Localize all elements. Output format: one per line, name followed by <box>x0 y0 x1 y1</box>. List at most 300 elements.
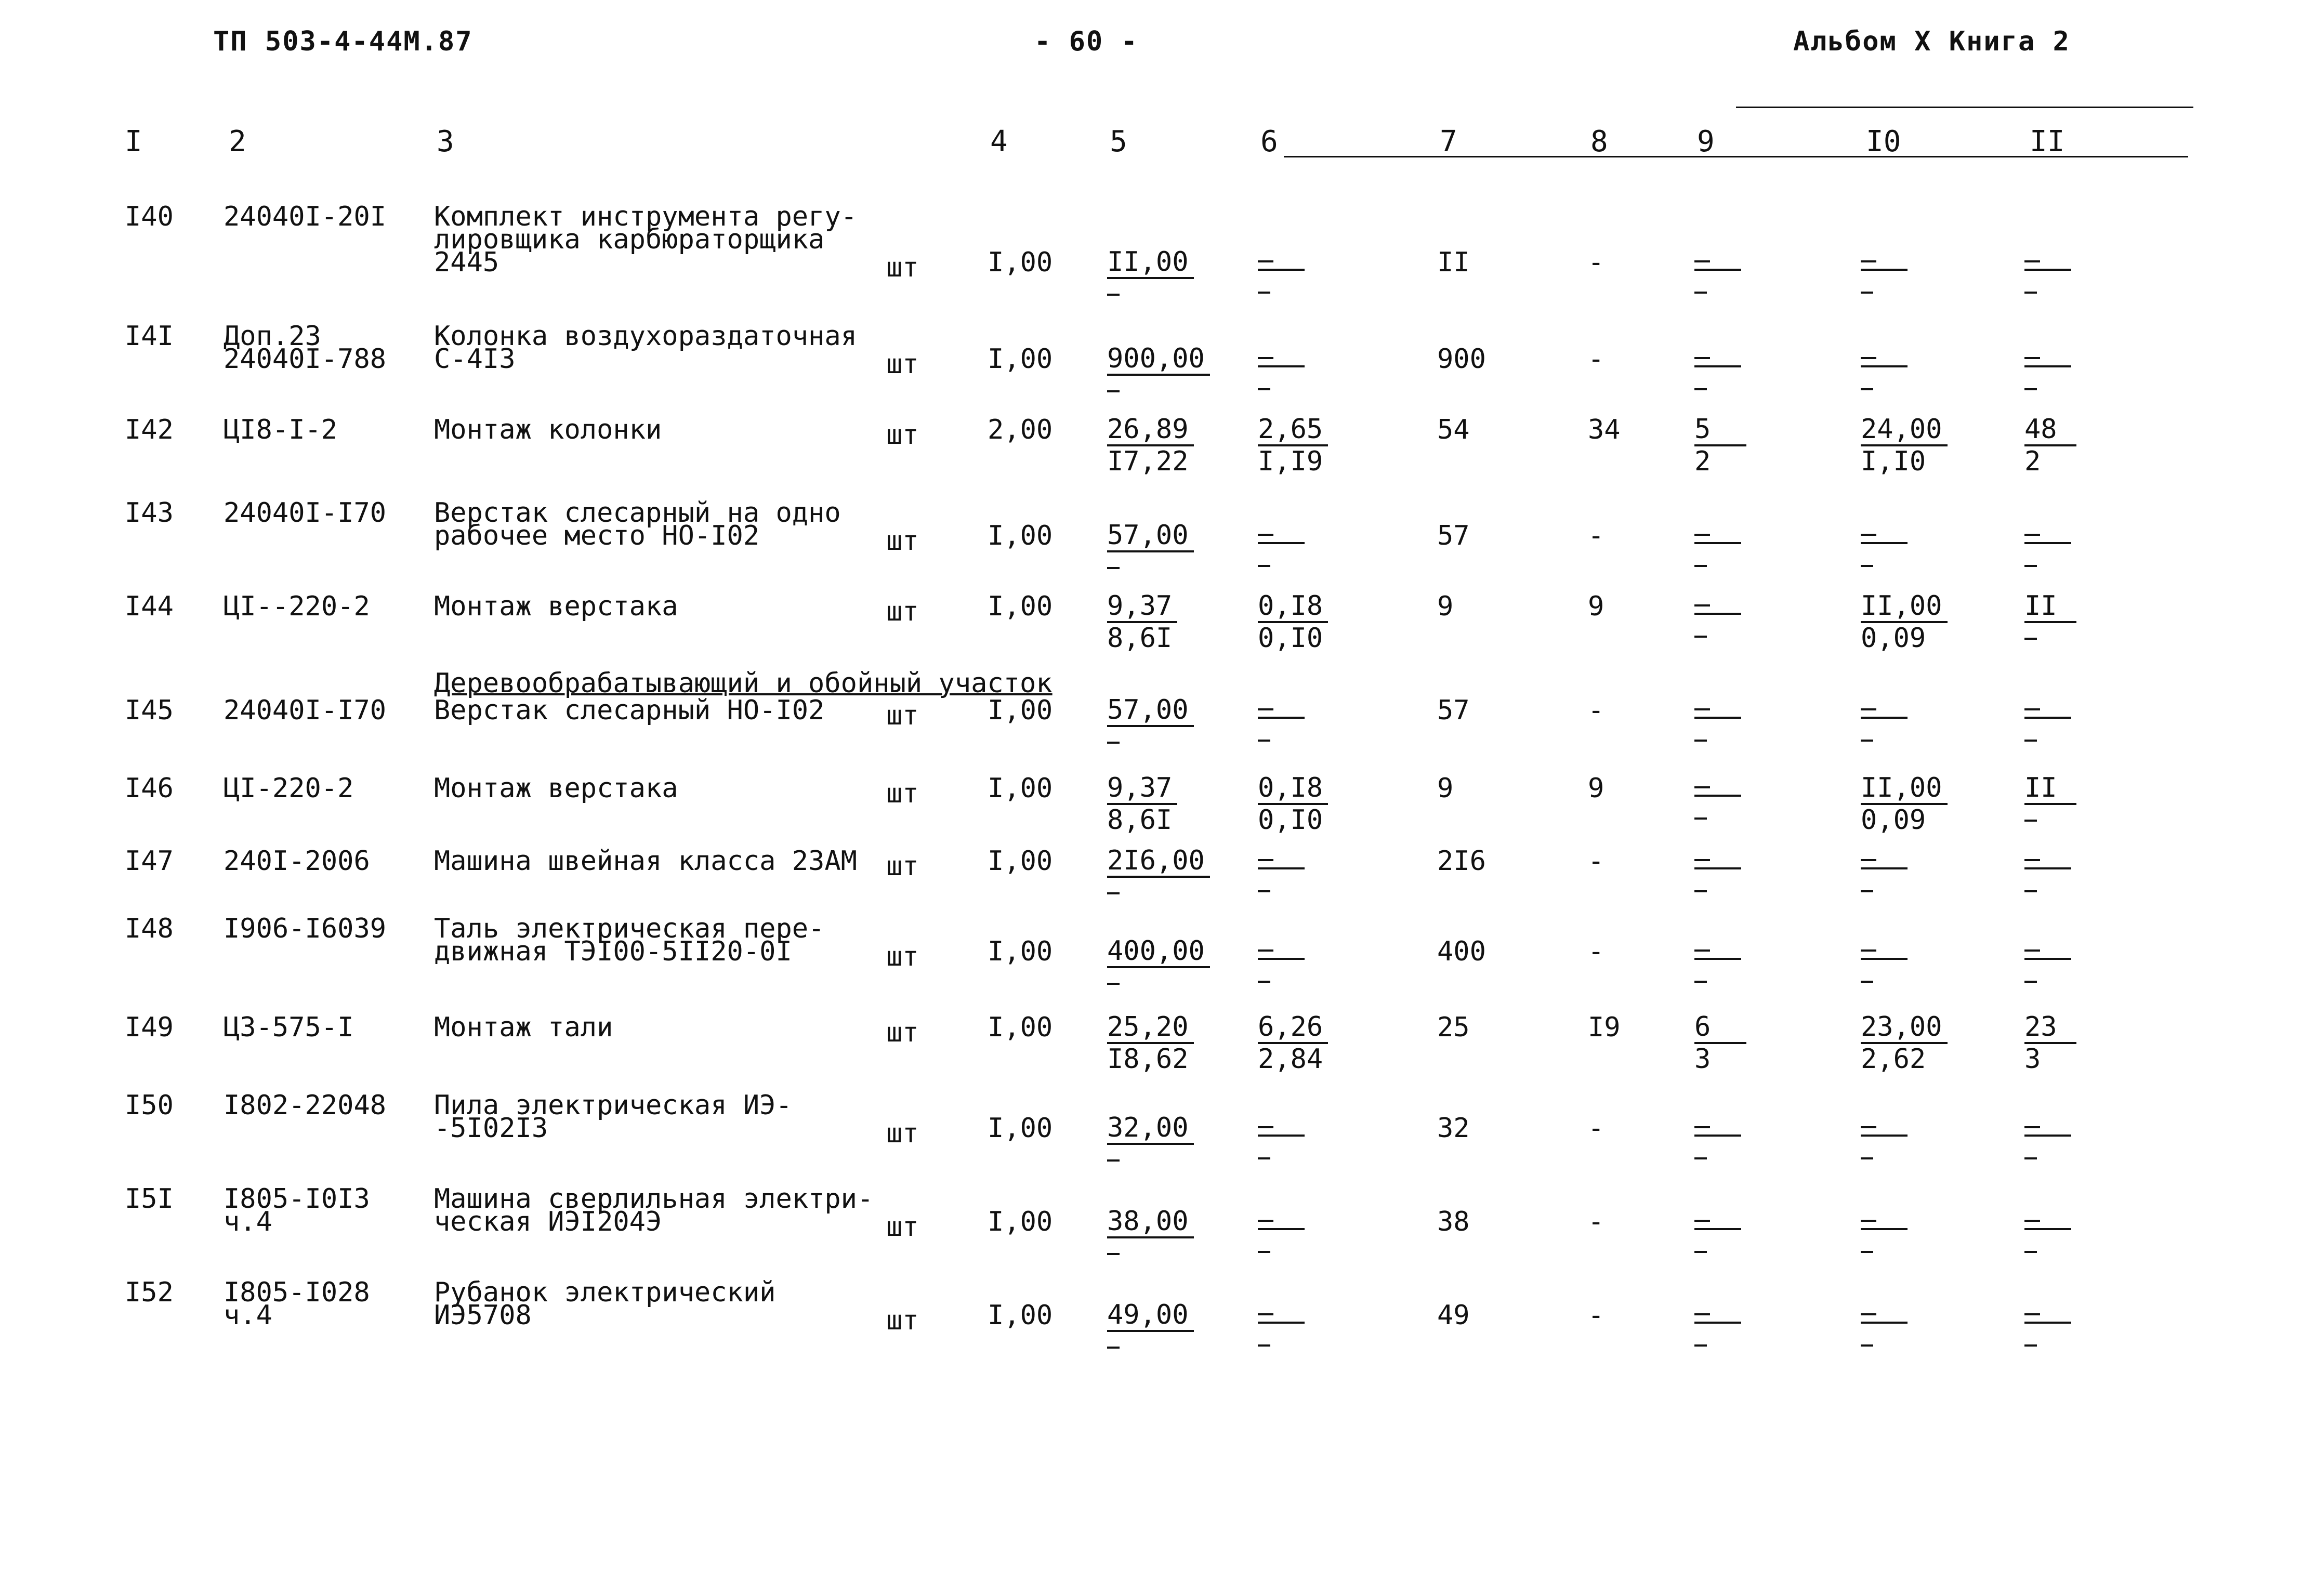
col9-value <box>1694 591 1741 638</box>
col11-value <box>2024 1113 2071 1159</box>
row-name: Рубанок электрический <box>434 1277 776 1308</box>
col10-value <box>1861 414 1948 477</box>
cost-total-numerator: 57,00 <box>1107 520 1194 552</box>
col9-value-numerator <box>1694 592 1741 615</box>
col9-value <box>1694 936 1741 983</box>
col10-value <box>1861 846 1908 892</box>
total-value: 54 <box>1437 414 1470 445</box>
install-value: 9 <box>1588 773 1604 804</box>
cost-install <box>1258 846 1305 892</box>
col9-value <box>1694 773 1741 820</box>
row-quantity: I,00 <box>988 936 1053 967</box>
col10-value-numerator <box>1861 1301 1908 1324</box>
cost-install-denominator <box>1258 292 1270 294</box>
cost-install-numerator: 0,I8 <box>1258 591 1328 623</box>
col10-value-numerator <box>1861 696 1908 719</box>
col11-value <box>2024 591 2076 640</box>
cost-total-denominator <box>1107 390 1120 392</box>
row-quantity: I,00 <box>988 1113 1053 1144</box>
col9-value-denominator <box>1694 388 1707 390</box>
row-quantity: I,00 <box>988 846 1053 877</box>
row-name: Машина швейная класса 23АМ <box>434 846 857 877</box>
row-code: ч.4 <box>223 1206 272 1237</box>
col11-value-denominator <box>2024 388 2037 390</box>
col10-value-denominator: 0,09 <box>1861 804 1926 836</box>
cost-total-numerator: 49,00 <box>1107 1300 1194 1332</box>
column-number: 2 <box>229 125 246 159</box>
col11-value-denominator <box>2024 981 2037 983</box>
column-number: I0 <box>1866 125 1901 159</box>
cost-install <box>1258 1300 1305 1347</box>
col9-value <box>1694 414 1746 477</box>
cost-install-denominator <box>1258 1251 1270 1253</box>
col9-value-denominator <box>1694 817 1707 820</box>
col9-value-denominator <box>1694 1344 1707 1347</box>
col10-value-denominator <box>1861 890 1873 892</box>
row-number: I45 <box>125 695 174 726</box>
cost-install-denominator <box>1258 388 1270 390</box>
col11-value <box>2024 773 2076 822</box>
col9-value-numerator <box>1694 248 1741 271</box>
col11-value-denominator <box>2024 1157 2037 1159</box>
col9-value-numerator <box>1694 937 1741 960</box>
col9-value-numerator <box>1694 1301 1741 1324</box>
cost-install <box>1258 773 1328 835</box>
col11-value-denominator <box>2024 1251 2037 1253</box>
col9-value <box>1694 846 1741 892</box>
col10-value-denominator <box>1861 388 1873 390</box>
cost-total-denominator: 8,6I <box>1107 623 1173 654</box>
col9-value-denominator <box>1694 1251 1707 1253</box>
row-quantity: I,00 <box>988 344 1053 375</box>
col10-value-numerator: II,00 <box>1861 591 1948 623</box>
section-title: Деревообрабатывающий и обойный участок <box>434 668 1053 699</box>
row-name: С-4I3 <box>434 344 516 375</box>
cost-total-numerator: II,00 <box>1107 247 1194 279</box>
col10-value <box>1861 344 1908 390</box>
row-number: I52 <box>125 1277 174 1308</box>
row-number: I47 <box>125 846 174 877</box>
cost-total-denominator <box>1107 294 1120 296</box>
row-code: Ц3-575-I <box>223 1012 354 1043</box>
col11-value-numerator: II <box>2024 591 2076 623</box>
col10-value <box>1861 1206 1908 1253</box>
row-name: Верстак слесарный на одно <box>434 497 841 529</box>
total-value: 900 <box>1437 344 1486 375</box>
row-unit: шт <box>886 941 919 972</box>
col11-value-denominator: 2 <box>2024 446 2041 477</box>
col9-value <box>1694 1012 1746 1074</box>
cost-install-numerator <box>1258 696 1305 719</box>
cost-install-numerator: 6,26 <box>1258 1012 1328 1044</box>
col11-value-denominator <box>2024 638 2037 640</box>
col10-value-denominator <box>1861 1157 1873 1159</box>
cost-total-denominator <box>1107 1159 1120 1162</box>
total-value: 25 <box>1437 1012 1470 1043</box>
col11-value-denominator <box>2024 820 2037 822</box>
col9-value-numerator <box>1694 696 1741 719</box>
row-name: движная ТЭI00-5II20-0I <box>434 936 792 967</box>
row-code: ЦI-220-2 <box>223 773 354 804</box>
col10-value-numerator: II,00 <box>1861 773 1948 805</box>
col9-value-numerator: 6 <box>1694 1012 1746 1044</box>
row-unit: шт <box>886 1017 919 1048</box>
cost-total <box>1107 591 1177 653</box>
cost-install <box>1258 591 1328 653</box>
cost-total-denominator: I8,62 <box>1107 1044 1189 1075</box>
row-name: 2445 <box>434 247 499 278</box>
cost-total <box>1107 695 1194 744</box>
row-code: ч.4 <box>223 1300 272 1331</box>
row-name: Таль электрическая пере- <box>434 913 825 944</box>
row-quantity: I,00 <box>988 591 1053 622</box>
col10-value-numerator <box>1861 521 1908 544</box>
col9-value <box>1694 1206 1741 1253</box>
column-number: 5 <box>1110 125 1127 159</box>
row-name: ческая ИЭI204Э <box>434 1206 662 1237</box>
row-name: рабочее место НО-I02 <box>434 520 760 551</box>
col9-value-numerator <box>1694 1114 1741 1137</box>
page-number: - 60 - <box>1034 26 1138 57</box>
col11-value <box>2024 414 2076 477</box>
cost-total-denominator <box>1107 892 1120 894</box>
row-number: I49 <box>125 1012 174 1043</box>
cost-total-denominator <box>1107 983 1120 985</box>
row-quantity: 2,00 <box>988 414 1053 445</box>
row-code: 24040I-I70 <box>223 695 387 726</box>
col9-value <box>1694 344 1741 390</box>
row-code: 240I-2006 <box>223 846 370 877</box>
cost-install-denominator <box>1258 1157 1270 1159</box>
total-value: 38 <box>1437 1206 1470 1237</box>
row-quantity: I,00 <box>988 695 1053 726</box>
cost-install-numerator: 2,65 <box>1258 414 1328 446</box>
cost-total <box>1107 1012 1194 1074</box>
col10-value-denominator: I,I0 <box>1861 446 1926 477</box>
col9-value-numerator <box>1694 345 1741 367</box>
row-code: 24040I-788 <box>223 344 387 375</box>
row-code: I906-I6039 <box>223 913 387 944</box>
cost-install-denominator: 2,84 <box>1258 1044 1323 1075</box>
install-value: I9 <box>1588 1012 1621 1043</box>
cost-install-numerator <box>1258 847 1305 869</box>
col11-value-numerator <box>2024 847 2071 869</box>
col11-value-numerator <box>2024 345 2071 367</box>
col11-value-numerator <box>2024 248 2071 271</box>
total-value: 400 <box>1437 936 1486 967</box>
row-name: ИЭ5708 <box>434 1300 532 1331</box>
cost-install <box>1258 247 1305 294</box>
row-unit: шт <box>886 778 919 809</box>
row-number: I40 <box>125 201 174 232</box>
cost-install-denominator <box>1258 740 1270 742</box>
cost-install-numerator <box>1258 1114 1305 1137</box>
row-number: I42 <box>125 414 174 445</box>
row-name: Монтаж верстака <box>434 773 678 804</box>
row-number: I50 <box>125 1090 174 1121</box>
col10-value <box>1861 591 1948 653</box>
cost-total-numerator: 25,20 <box>1107 1012 1194 1044</box>
cost-total <box>1107 247 1194 296</box>
col10-value-numerator <box>1861 847 1908 869</box>
col10-value-numerator <box>1861 248 1908 271</box>
cost-install-numerator <box>1258 937 1305 960</box>
col11-value <box>2024 1206 2071 1253</box>
cost-install-numerator <box>1258 1207 1305 1230</box>
row-unit: шт <box>886 1305 919 1336</box>
install-value: - <box>1588 1206 1604 1237</box>
total-value: 57 <box>1437 520 1470 551</box>
row-name: Пила электрическая ИЭ- <box>434 1090 792 1121</box>
col11-value <box>2024 695 2071 742</box>
install-value: - <box>1588 247 1604 278</box>
row-name: Колонка воздухораздаточная <box>434 321 857 352</box>
install-value: - <box>1588 344 1604 375</box>
row-unit: шт <box>886 1211 919 1243</box>
col10-value-denominator <box>1861 1344 1873 1347</box>
row-unit: шт <box>886 596 919 627</box>
cost-total-denominator <box>1107 1253 1120 1255</box>
column-number: 8 <box>1590 125 1608 159</box>
cost-install-denominator <box>1258 565 1270 567</box>
col11-value-denominator <box>2024 292 2037 294</box>
cost-total-denominator: I7,22 <box>1107 446 1189 477</box>
cost-install-numerator <box>1258 521 1305 544</box>
col11-value-numerator <box>2024 521 2071 544</box>
col10-value-numerator: 23,00 <box>1861 1012 1948 1044</box>
col10-value-denominator <box>1861 981 1873 983</box>
col11-value-numerator <box>2024 1207 2071 1230</box>
col9-value <box>1694 1113 1741 1159</box>
col10-value <box>1861 247 1908 294</box>
col11-value-numerator: 48 <box>2024 414 2076 446</box>
col10-value-denominator: 2,62 <box>1861 1044 1926 1075</box>
col11-value-numerator: II <box>2024 773 2076 805</box>
row-number: I44 <box>125 591 174 622</box>
row-quantity: I,00 <box>988 1012 1053 1043</box>
cost-total-numerator: 26,89 <box>1107 414 1194 446</box>
row-unit: шт <box>886 252 919 283</box>
cost-install <box>1258 1206 1305 1253</box>
col9-value-numerator <box>1694 847 1741 869</box>
cost-install <box>1258 936 1305 983</box>
cost-total <box>1107 936 1210 985</box>
col11-value <box>2024 846 2071 892</box>
col10-value-denominator <box>1861 1251 1873 1253</box>
col10-value <box>1861 1300 1908 1347</box>
col11-value <box>2024 247 2071 294</box>
total-value: 9 <box>1437 591 1454 622</box>
col9-value-denominator <box>1694 636 1707 638</box>
install-value: - <box>1588 1300 1604 1331</box>
cost-total-numerator: 57,00 <box>1107 695 1194 727</box>
row-number: I4I <box>125 321 174 352</box>
col11-value-numerator: 23 <box>2024 1012 2076 1044</box>
column-number: 9 <box>1697 125 1715 159</box>
row-quantity: I,00 <box>988 520 1053 551</box>
cost-install <box>1258 1012 1328 1074</box>
col11-value <box>2024 344 2071 390</box>
col9-value-denominator <box>1694 565 1707 567</box>
col10-value <box>1861 1012 1948 1074</box>
cost-install <box>1258 695 1305 742</box>
row-name: Машина сверлильная электри- <box>434 1183 874 1215</box>
col11-value <box>2024 520 2071 567</box>
install-value: 34 <box>1588 414 1621 445</box>
cost-total <box>1107 1300 1194 1349</box>
install-value: - <box>1588 846 1604 877</box>
cost-total <box>1107 414 1194 477</box>
col9-value-numerator <box>1694 774 1741 797</box>
row-quantity: I,00 <box>988 1206 1053 1237</box>
col11-value <box>2024 1012 2076 1074</box>
col9-value <box>1694 247 1741 294</box>
col9-value-denominator: 3 <box>1694 1044 1711 1075</box>
col9-value-denominator <box>1694 890 1707 892</box>
cost-install-denominator: I,I9 <box>1258 446 1323 477</box>
cost-total <box>1107 520 1194 569</box>
row-number: I5I <box>125 1183 174 1215</box>
row-number: I43 <box>125 497 174 529</box>
row-unit: шт <box>886 700 919 731</box>
cost-install <box>1258 1113 1305 1159</box>
col10-value-numerator <box>1861 345 1908 367</box>
cost-total <box>1107 344 1210 392</box>
row-name: лировщика карбюраторщика <box>434 224 825 255</box>
column-number: 7 <box>1440 125 1457 159</box>
total-value: II <box>1437 247 1470 278</box>
total-value: 9 <box>1437 773 1454 804</box>
cost-total-numerator: 32,00 <box>1107 1113 1194 1145</box>
total-value: 49 <box>1437 1300 1470 1331</box>
row-unit: шт <box>886 349 919 380</box>
cost-total-numerator: 9,37 <box>1107 591 1177 623</box>
row-name: Монтаж тали <box>434 1012 613 1043</box>
cost-install-denominator: 0,I0 <box>1258 804 1323 836</box>
cost-install-denominator <box>1258 1344 1270 1347</box>
col9-value <box>1694 695 1741 742</box>
row-code: I802-22048 <box>223 1090 387 1121</box>
cost-total-denominator: 8,6I <box>1107 804 1173 836</box>
cost-install <box>1258 414 1328 477</box>
col10-value-denominator <box>1861 740 1873 742</box>
col10-value-denominator <box>1861 565 1873 567</box>
col11-value <box>2024 936 2071 983</box>
install-value: - <box>1588 520 1604 551</box>
cost-total-numerator: 9,37 <box>1107 773 1177 805</box>
total-value: 57 <box>1437 695 1470 726</box>
row-unit: шт <box>886 851 919 882</box>
col10-value-numerator <box>1861 1114 1908 1137</box>
col11-value-denominator <box>2024 1344 2037 1347</box>
document-code: ТП 503-4-44М.87 <box>213 26 473 57</box>
col11-value-denominator: 3 <box>2024 1044 2041 1075</box>
col10-value <box>1861 773 1948 835</box>
row-name: Монтаж колонки <box>434 414 662 445</box>
col11-value-numerator <box>2024 696 2071 719</box>
cost-total-numerator: 2I6,00 <box>1107 846 1210 878</box>
install-value: 9 <box>1588 591 1604 622</box>
col11-value-numerator <box>2024 1114 2071 1137</box>
row-code: I805-I028 <box>223 1277 370 1308</box>
row-quantity: I,00 <box>988 773 1053 804</box>
install-value: - <box>1588 1113 1604 1144</box>
row-name: Комплект инструмента регу- <box>434 201 857 232</box>
cost-install-numerator <box>1258 345 1305 367</box>
row-name: -5I02I3 <box>434 1113 548 1144</box>
row-number: I46 <box>125 773 174 804</box>
col10-value <box>1861 1113 1908 1159</box>
col10-value-denominator: 0,09 <box>1861 623 1926 654</box>
cost-total-numerator: 38,00 <box>1107 1206 1194 1238</box>
install-value: - <box>1588 936 1604 967</box>
cost-total <box>1107 1206 1194 1255</box>
column-number: II <box>2030 125 2065 159</box>
cost-total-numerator: 900,00 <box>1107 344 1210 376</box>
row-code: I805-I0I3 <box>223 1183 370 1215</box>
col9-value <box>1694 1300 1741 1347</box>
col9-value <box>1694 520 1741 567</box>
col9-value-denominator <box>1694 740 1707 742</box>
col11-value-denominator <box>2024 740 2037 742</box>
col11-value-denominator <box>2024 565 2037 567</box>
col10-value-numerator: 24,00 <box>1861 414 1948 446</box>
col9-value-numerator <box>1694 1207 1741 1230</box>
row-unit: шт <box>886 525 919 557</box>
install-value: - <box>1588 695 1604 726</box>
row-quantity: I,00 <box>988 1300 1053 1331</box>
column-number: 4 <box>990 125 1008 159</box>
column-number: 6 <box>1260 125 1278 159</box>
cost-install-numerator <box>1258 248 1305 271</box>
cost-install-denominator: 0,I0 <box>1258 623 1323 654</box>
col10-value-denominator <box>1861 292 1873 294</box>
column-number: 3 <box>437 125 454 159</box>
total-value: 32 <box>1437 1113 1470 1144</box>
col9-value-numerator <box>1694 521 1741 544</box>
col9-value-denominator <box>1694 1157 1707 1159</box>
col9-value-numerator: 5 <box>1694 414 1746 446</box>
row-code: 24040I-20I <box>223 201 387 232</box>
row-number: I48 <box>125 913 174 944</box>
cost-total-denominator <box>1107 567 1120 569</box>
row-code: ЦI--220-2 <box>223 591 370 622</box>
cost-total-denominator <box>1107 742 1120 744</box>
row-code: Доп.23 <box>223 321 321 352</box>
cost-total <box>1107 773 1177 835</box>
cost-install-numerator <box>1258 1301 1305 1324</box>
col11-value <box>2024 1300 2071 1347</box>
column-number: I <box>125 125 142 159</box>
row-code: ЦI8-I-2 <box>223 414 338 445</box>
cost-install-numerator: 0,I8 <box>1258 773 1328 805</box>
cost-total <box>1107 846 1210 894</box>
col9-value-denominator <box>1694 292 1707 294</box>
col11-value-denominator <box>2024 890 2037 892</box>
row-name: Монтаж верстака <box>434 591 678 622</box>
cost-total <box>1107 1113 1194 1162</box>
col10-value-numerator <box>1861 1207 1908 1230</box>
cost-install <box>1258 344 1305 390</box>
row-unit: шт <box>886 1118 919 1149</box>
row-unit: шт <box>886 419 919 451</box>
col9-value-denominator: 2 <box>1694 446 1711 477</box>
col11-value-numerator <box>2024 937 2071 960</box>
col10-value <box>1861 936 1908 983</box>
cost-install <box>1258 520 1305 567</box>
cost-total-numerator: 400,00 <box>1107 936 1210 968</box>
row-code: 24040I-I70 <box>223 497 387 529</box>
